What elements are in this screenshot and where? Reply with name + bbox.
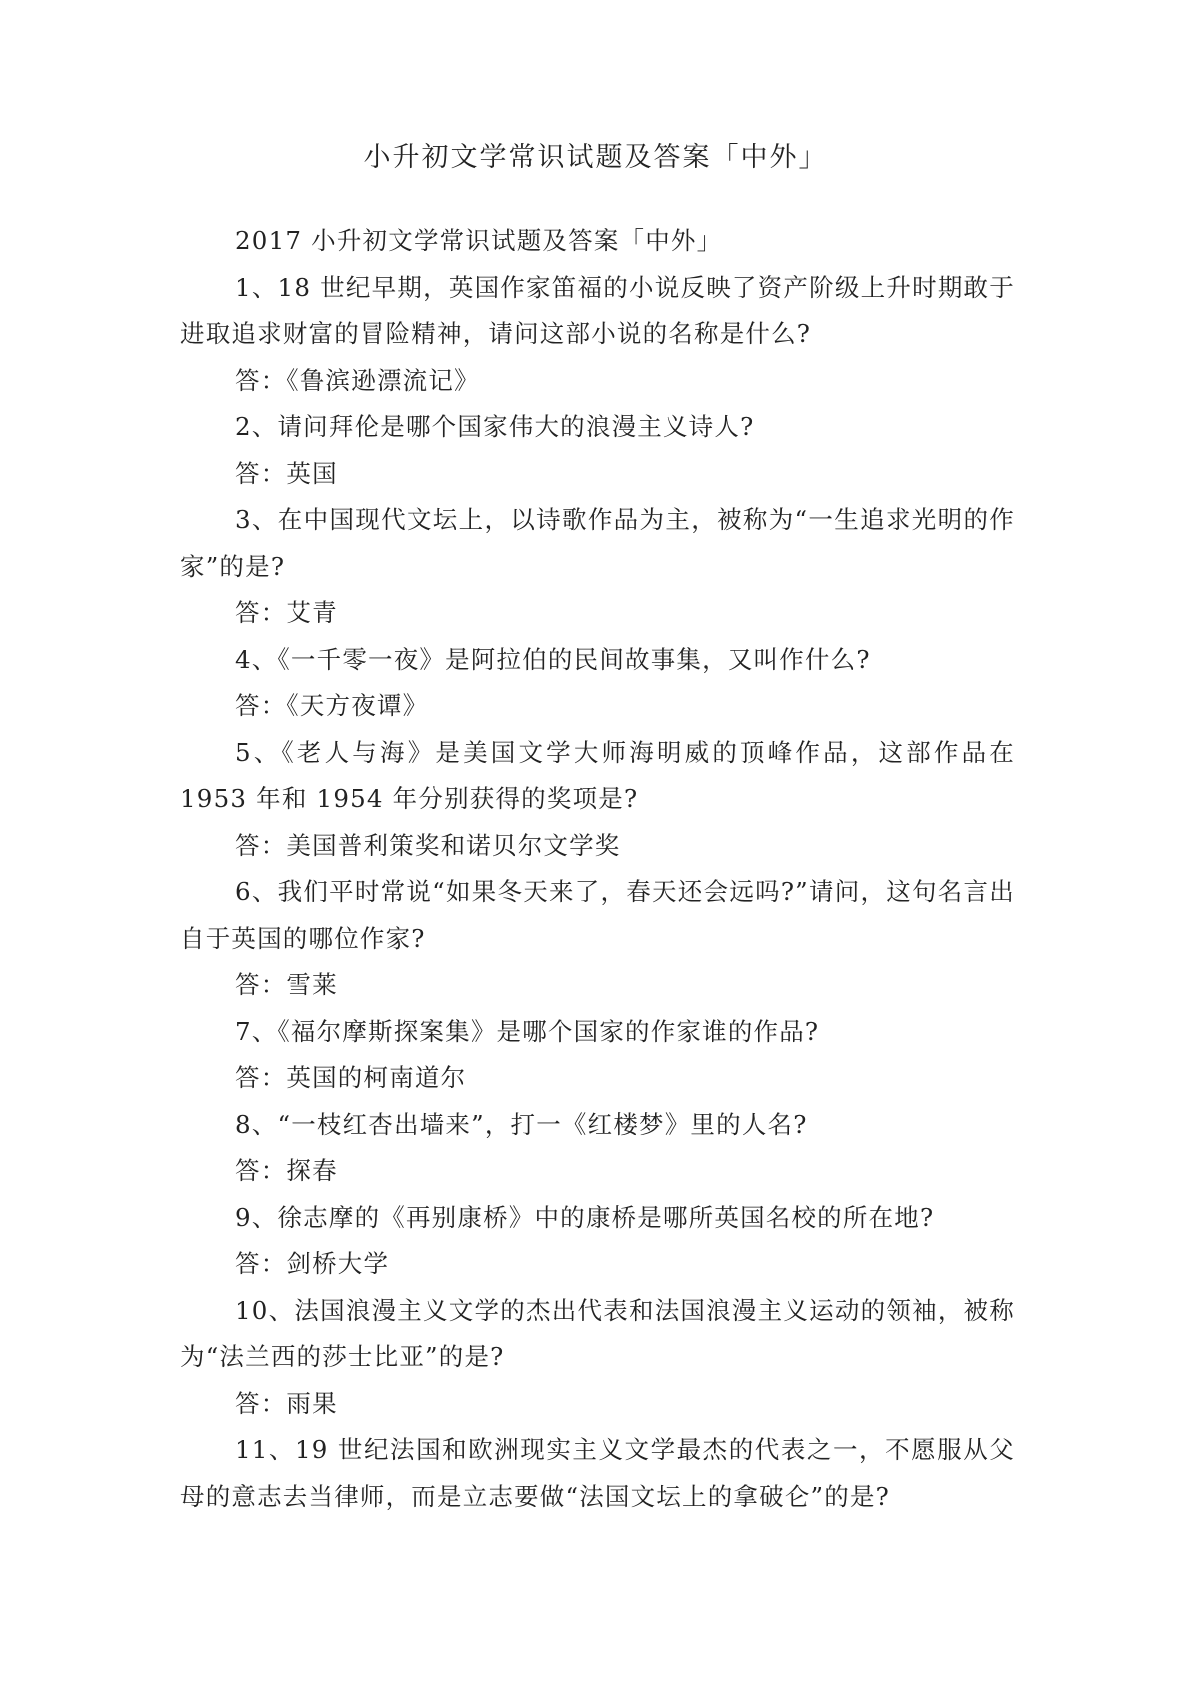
question-7: 7、《福尔摩斯探案集》是哪个国家的作家谁的作品? [235,1016,820,1046]
answer-3: 答：艾青 [235,598,338,627]
answer-5: 答：美国普利策奖和诺贝尔文学奖 [235,830,621,860]
question-6: 6、我们平时常说“如果冬天来了，春天还会远吗?”请问，这句名言出自于英国的哪位作家? [180,877,1015,953]
answer-9: 答：剑桥大学 [235,1249,390,1278]
answer-2: 答：英国 [235,458,338,488]
question-5: 5、《老人与海》是美国文学大师海明威的顶峰作品，这部作品在 1953 年和 1954 年分别获得的奖项是? [180,737,1015,813]
question-8: 8、“一枝红杏出墙来”，打一《红楼梦》里的人名? [235,1109,808,1139]
answer-1: 答：《鲁滨逊漂流记》 [235,365,480,395]
answer-10: 答：雨果 [235,1388,338,1418]
question-9: 9、徐志摩的《再别康桥》中的康桥是哪所英国名校的所在地? [235,1202,935,1232]
document-body [180,218,1015,1520]
question-11: 11、19 世纪法国和欧洲现实主义文学最杰的代表之一，不愿服从父母的意志去当律师，而是立志要做“法国文坛上的拿破仑”的是? [180,1435,1015,1511]
answer-4: 答：《天方夜谭》 [235,691,429,720]
question-4: 4、《一千零一夜》是阿拉伯的民间故事集，又叫作什么? [235,644,871,674]
question-10: 10、法国浪漫主义文学的杰出代表和法国浪漫主义运动的领袖，被称为“法兰西的莎士比亚”的是? [180,1295,1015,1371]
answer-7: 答：英国的柯南道尔 [235,1063,467,1092]
document-title: 小升初文学常识试题及答案「中外」 [363,142,828,173]
answer-8: 答：探春 [235,1156,338,1185]
question-2: 2、请问拜伦是哪个国家伟大的浪漫主义诗人? [235,412,755,441]
paragraph-subtitle: 2017 小升初文学常识试题及答案「中外」 [235,226,723,255]
question-3: 3、在中国现代文坛上，以诗歌作品为主，被称为“一生追求光明的作家”的是? [180,505,1015,581]
answer-6: 答：雪莱 [235,970,338,999]
question-1: 1、18 世纪早期，英国作家笛福的小说反映了资产阶级上升时期敢于进取追求财富的冒险精神，请问这部小说的名称是什么? [180,272,1015,348]
